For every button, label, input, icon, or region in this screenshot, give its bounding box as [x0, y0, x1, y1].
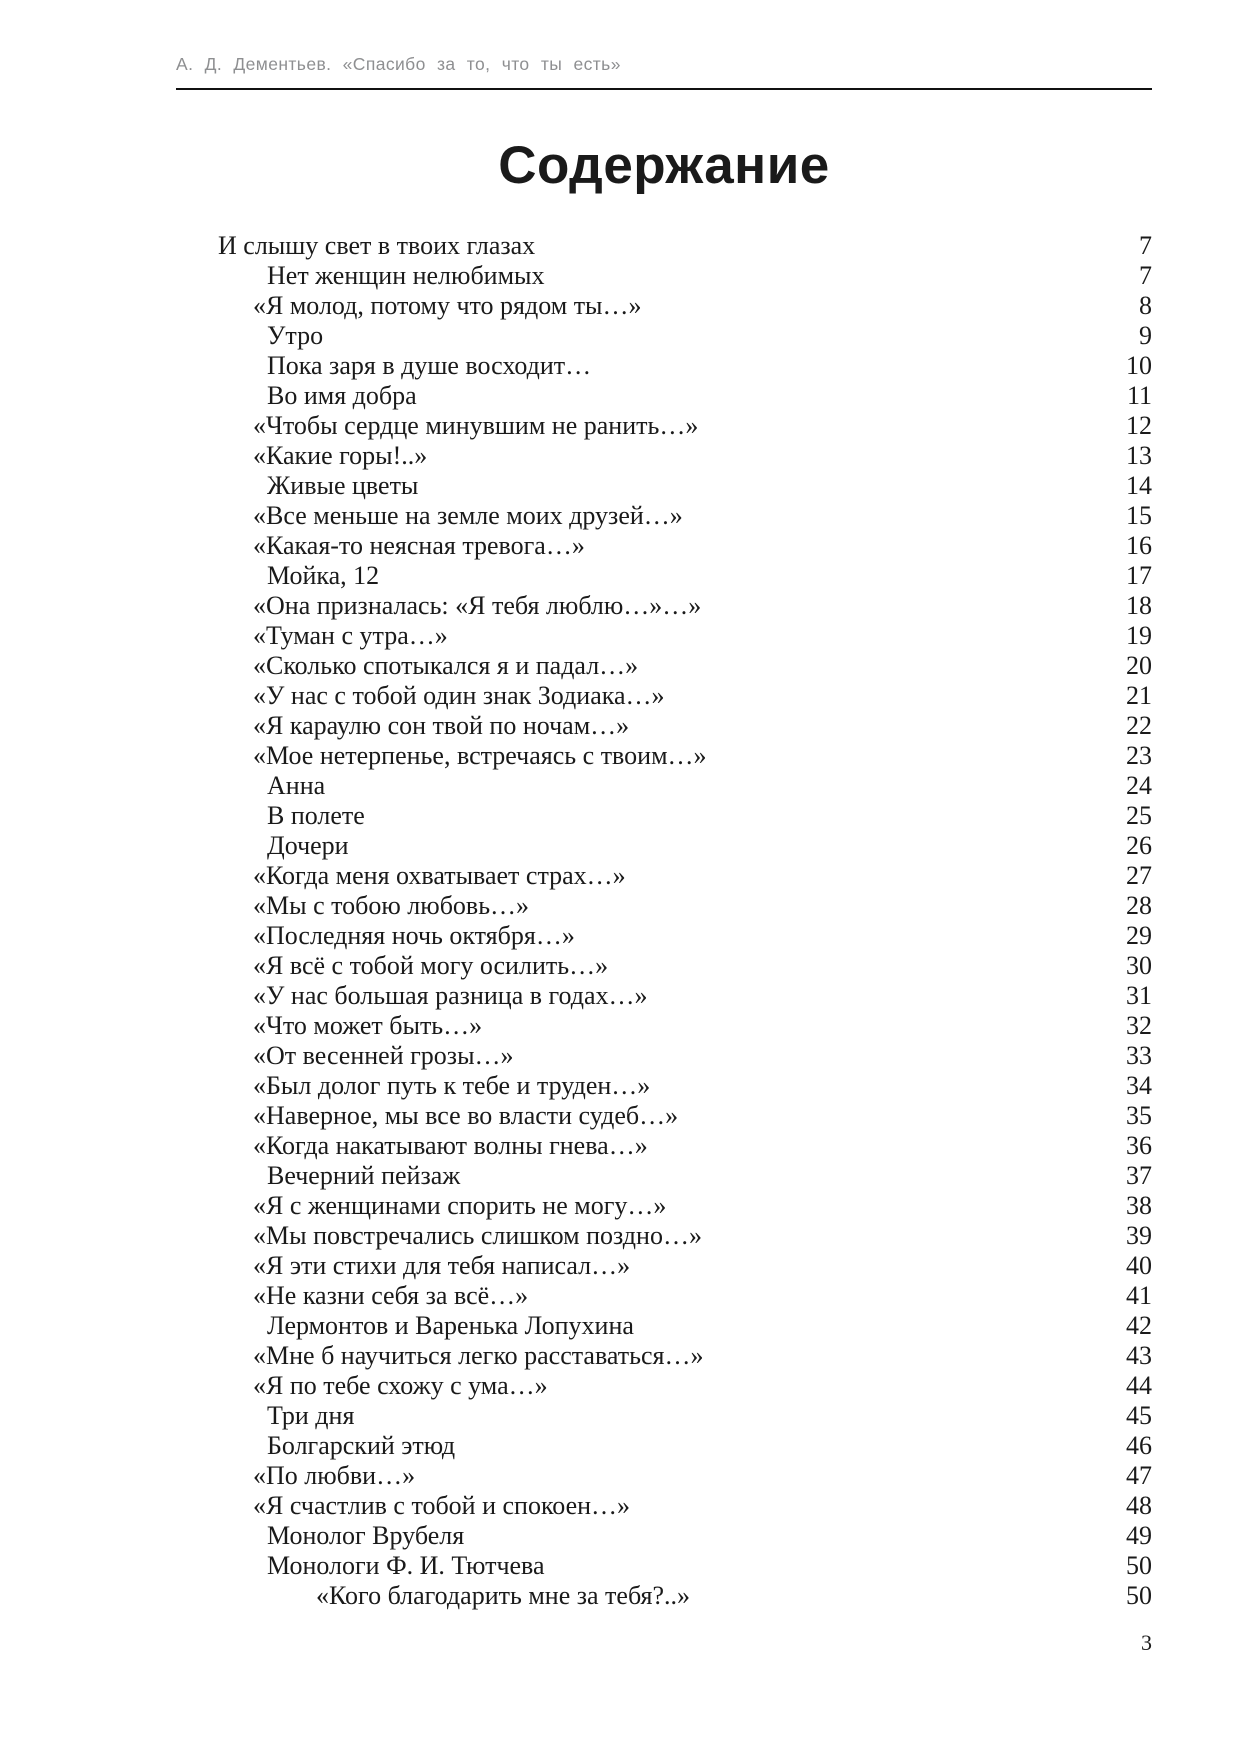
toc-entry [176, 1131, 1152, 1161]
toc-entry-page: 40 [1126, 1251, 1152, 1280]
toc-entry [176, 591, 1152, 621]
toc-entry-page: 37 [1126, 1161, 1152, 1190]
toc-entry [176, 1251, 1152, 1281]
toc-entry-page: 29 [1126, 921, 1152, 950]
toc-entry-title: Живые цветы [267, 471, 419, 500]
toc-entry-title: «Я караулю сон твой по ночам…» [253, 711, 630, 740]
toc-entry [176, 621, 1152, 651]
toc-entry-page: 28 [1126, 891, 1152, 920]
toc-entry [176, 291, 1152, 321]
toc-entry [176, 1521, 1152, 1551]
footer-page-number: 3 [1141, 1630, 1152, 1655]
toc-entry-page: 47 [1126, 1461, 1152, 1490]
toc-entry-page: 39 [1126, 1221, 1152, 1250]
toc-entry-page: 46 [1126, 1431, 1152, 1460]
toc-entry-page: 14 [1126, 471, 1152, 500]
toc-entry-title: Монолог Врубеля [267, 1521, 465, 1550]
toc-entry [176, 981, 1152, 1011]
toc-entry-title: В полете [267, 801, 365, 830]
toc-entry-title: Нет женщин нелюбимых [267, 261, 545, 290]
toc-entry-page: 23 [1126, 741, 1152, 770]
toc-entry-title: «Сколько спотыкался я и падал…» [253, 651, 639, 680]
toc-entry-title: «Я по тебе схожу с ума…» [253, 1371, 548, 1400]
toc-entry-title: Вечерний пейзаж [267, 1161, 461, 1190]
toc-entry [176, 741, 1152, 771]
toc-entry-page: 31 [1126, 981, 1152, 1010]
toc-entry-title: Дочери [267, 831, 349, 860]
header-rule [176, 88, 1152, 90]
toc-entry-page: 17 [1126, 561, 1152, 590]
toc-entry-title: Пока заря в душе восходит… [267, 351, 592, 380]
toc-entry-page: 19 [1126, 621, 1152, 650]
toc-entry [176, 351, 1152, 381]
toc-entry [176, 441, 1152, 471]
toc-entry-page: 18 [1126, 591, 1152, 620]
toc-entry-title: «Последняя ночь октября…» [253, 921, 575, 950]
toc-entry-title: «Был долог путь к тебе и труден…» [253, 1071, 651, 1100]
toc-entry-page: 50 [1126, 1581, 1152, 1610]
toc-entry [176, 1011, 1152, 1041]
toc-entry-title: «У нас большая разница в годах…» [253, 981, 648, 1010]
toc-entry [176, 1581, 1152, 1611]
toc-entry [176, 1311, 1152, 1341]
page-title: Содержание [498, 136, 830, 195]
toc-entry [176, 711, 1152, 741]
toc-entry [176, 531, 1152, 561]
toc-entry-title: «У нас с тобой один знак Зодиака…» [253, 681, 665, 710]
toc-entry-page: 16 [1126, 531, 1152, 560]
toc-entry [176, 471, 1152, 501]
toc-entry-page: 42 [1126, 1311, 1152, 1340]
toc-entry-page: 7 [1139, 231, 1152, 260]
toc-entry-title: «Какие горы!..» [253, 441, 428, 470]
toc-entry-page: 9 [1139, 321, 1152, 350]
toc-entry [176, 1461, 1152, 1491]
toc-entry-page: 36 [1126, 1131, 1152, 1160]
toc-entry-title: Во имя добра [267, 381, 417, 410]
toc-entry-title: Лермонтов и Варенька Лопухина [267, 1311, 634, 1340]
toc-entry [176, 1491, 1152, 1521]
toc-entry [176, 651, 1152, 681]
toc-entry [176, 1551, 1152, 1581]
toc-entry-page: 44 [1126, 1371, 1152, 1400]
toc-entry [176, 1041, 1152, 1071]
toc-entry-title: «Мы повстречались слишком поздно…» [253, 1221, 702, 1250]
toc-entry-page: 38 [1126, 1191, 1152, 1220]
toc-entry-page: 22 [1126, 711, 1152, 740]
toc-entry-page: 7 [1139, 261, 1152, 290]
toc-entry [176, 1431, 1152, 1461]
toc-entry-title: «Я всё с тобой могу осилить…» [253, 951, 609, 980]
toc-entry-title: «Я молод, потому что рядом ты…» [253, 291, 642, 320]
toc-entry-page: 20 [1126, 651, 1152, 680]
toc-entry-title: «Наверное, мы все во власти судеб…» [253, 1101, 679, 1130]
toc-entry-page: 45 [1126, 1401, 1152, 1430]
toc-entry [176, 861, 1152, 891]
toc-entry-page: 21 [1126, 681, 1152, 710]
toc-entry-title: Монологи Ф. И. Тютчева [267, 1551, 545, 1580]
toc-entry [176, 1371, 1152, 1401]
toc-entry-page: 35 [1126, 1101, 1152, 1130]
toc-entry [176, 1341, 1152, 1371]
toc-entry-page: 49 [1126, 1521, 1152, 1550]
toc-entry-title: «Все меньше на земле моих друзей…» [253, 501, 683, 530]
toc-entry [176, 381, 1152, 411]
toc-entry-title: «Мое нетерпенье, встречаясь с твоим…» [253, 741, 707, 770]
toc-entry-page: 43 [1126, 1341, 1152, 1370]
toc-entry [176, 321, 1152, 351]
toc-entry-page: 8 [1139, 291, 1152, 320]
toc-list [176, 231, 1152, 1611]
toc-entry-title: «Я эти стихи для тебя написал…» [253, 1251, 631, 1280]
toc-entry-page: 13 [1126, 441, 1152, 470]
toc-entry-page: 11 [1126, 381, 1152, 410]
toc-entry-title: «Мы с тобою любовь…» [253, 891, 530, 920]
toc-entry-title: «Чтобы сердце минувшим не ранить…» [253, 411, 699, 440]
toc-entry-title: «Я счастлив с тобой и спокоен…» [253, 1491, 631, 1520]
toc-entry-title: Мойка, 12 [267, 561, 380, 590]
toc-entry-title: И слышу свет в твоих глазах [218, 231, 536, 260]
toc-entry-title: «Она призналась: «Я тебя люблю…»…» [253, 591, 702, 620]
toc-entry-title: «Что может быть…» [253, 1011, 483, 1040]
toc-entry [176, 771, 1152, 801]
toc-entry [176, 501, 1152, 531]
toc-entry [176, 561, 1152, 591]
toc-entry [176, 231, 1152, 261]
toc-entry-page: 33 [1126, 1041, 1152, 1070]
toc-entry-title: Утро [267, 321, 324, 350]
toc-entry-page: 34 [1126, 1071, 1152, 1100]
toc-entry-title: Болгарский этюд [267, 1431, 456, 1460]
toc-entry-page: 10 [1126, 351, 1152, 380]
toc-entry-page: 25 [1126, 801, 1152, 830]
toc-entry [176, 891, 1152, 921]
toc-entry-title: «Я с женщинами спорить не могу…» [253, 1191, 667, 1220]
toc-entry-title: «От весенней грозы…» [253, 1041, 514, 1070]
toc-entry-title: Три дня [267, 1401, 355, 1430]
toc-entry-page: 30 [1126, 951, 1152, 980]
toc-entry [176, 1401, 1152, 1431]
toc-entry-title: «Какая-то неясная тревога…» [253, 531, 585, 560]
running-header: А. Д. Дементьев. «Спасибо за то, что ты есть» [176, 54, 621, 74]
toc-entry [176, 1071, 1152, 1101]
toc-entry [176, 681, 1152, 711]
toc-entry-title: «Когда накатывают волны гнева…» [253, 1131, 648, 1160]
toc-entry [176, 801, 1152, 831]
toc-entry [176, 1281, 1152, 1311]
toc-entry [176, 831, 1152, 861]
toc-entry [176, 921, 1152, 951]
toc-entry-page: 15 [1126, 501, 1152, 530]
toc-entry [176, 1191, 1152, 1221]
toc-entry-title: «По любви…» [253, 1461, 416, 1490]
toc-entry-page: 24 [1126, 771, 1152, 800]
toc-entry-page: 48 [1126, 1491, 1152, 1520]
toc-entry-page: 50 [1126, 1551, 1152, 1580]
toc-entry [176, 261, 1152, 291]
toc-entry-page: 27 [1126, 861, 1152, 890]
toc-entry [176, 951, 1152, 981]
toc-entry [176, 411, 1152, 441]
toc-entry-page: 41 [1126, 1281, 1152, 1310]
toc-entry-page: 32 [1126, 1011, 1152, 1040]
toc-entry-title: «Туман с утра…» [253, 621, 448, 650]
toc-entry [176, 1161, 1152, 1191]
toc-entry-title: «Не казни себя за всё…» [253, 1281, 529, 1310]
toc-entry-title: Анна [267, 771, 326, 800]
toc-entry-page: 12 [1126, 411, 1152, 440]
toc-entry-title: «Кого благодарить мне за тебя?..» [316, 1581, 691, 1610]
toc-entry-title: «Мне б научиться легко расставаться…» [253, 1341, 704, 1370]
toc-entry-title: «Когда меня охватывает страх…» [253, 861, 626, 890]
toc-entry [176, 1221, 1152, 1251]
toc-entry-page: 26 [1126, 831, 1152, 860]
toc-entry [176, 1101, 1152, 1131]
